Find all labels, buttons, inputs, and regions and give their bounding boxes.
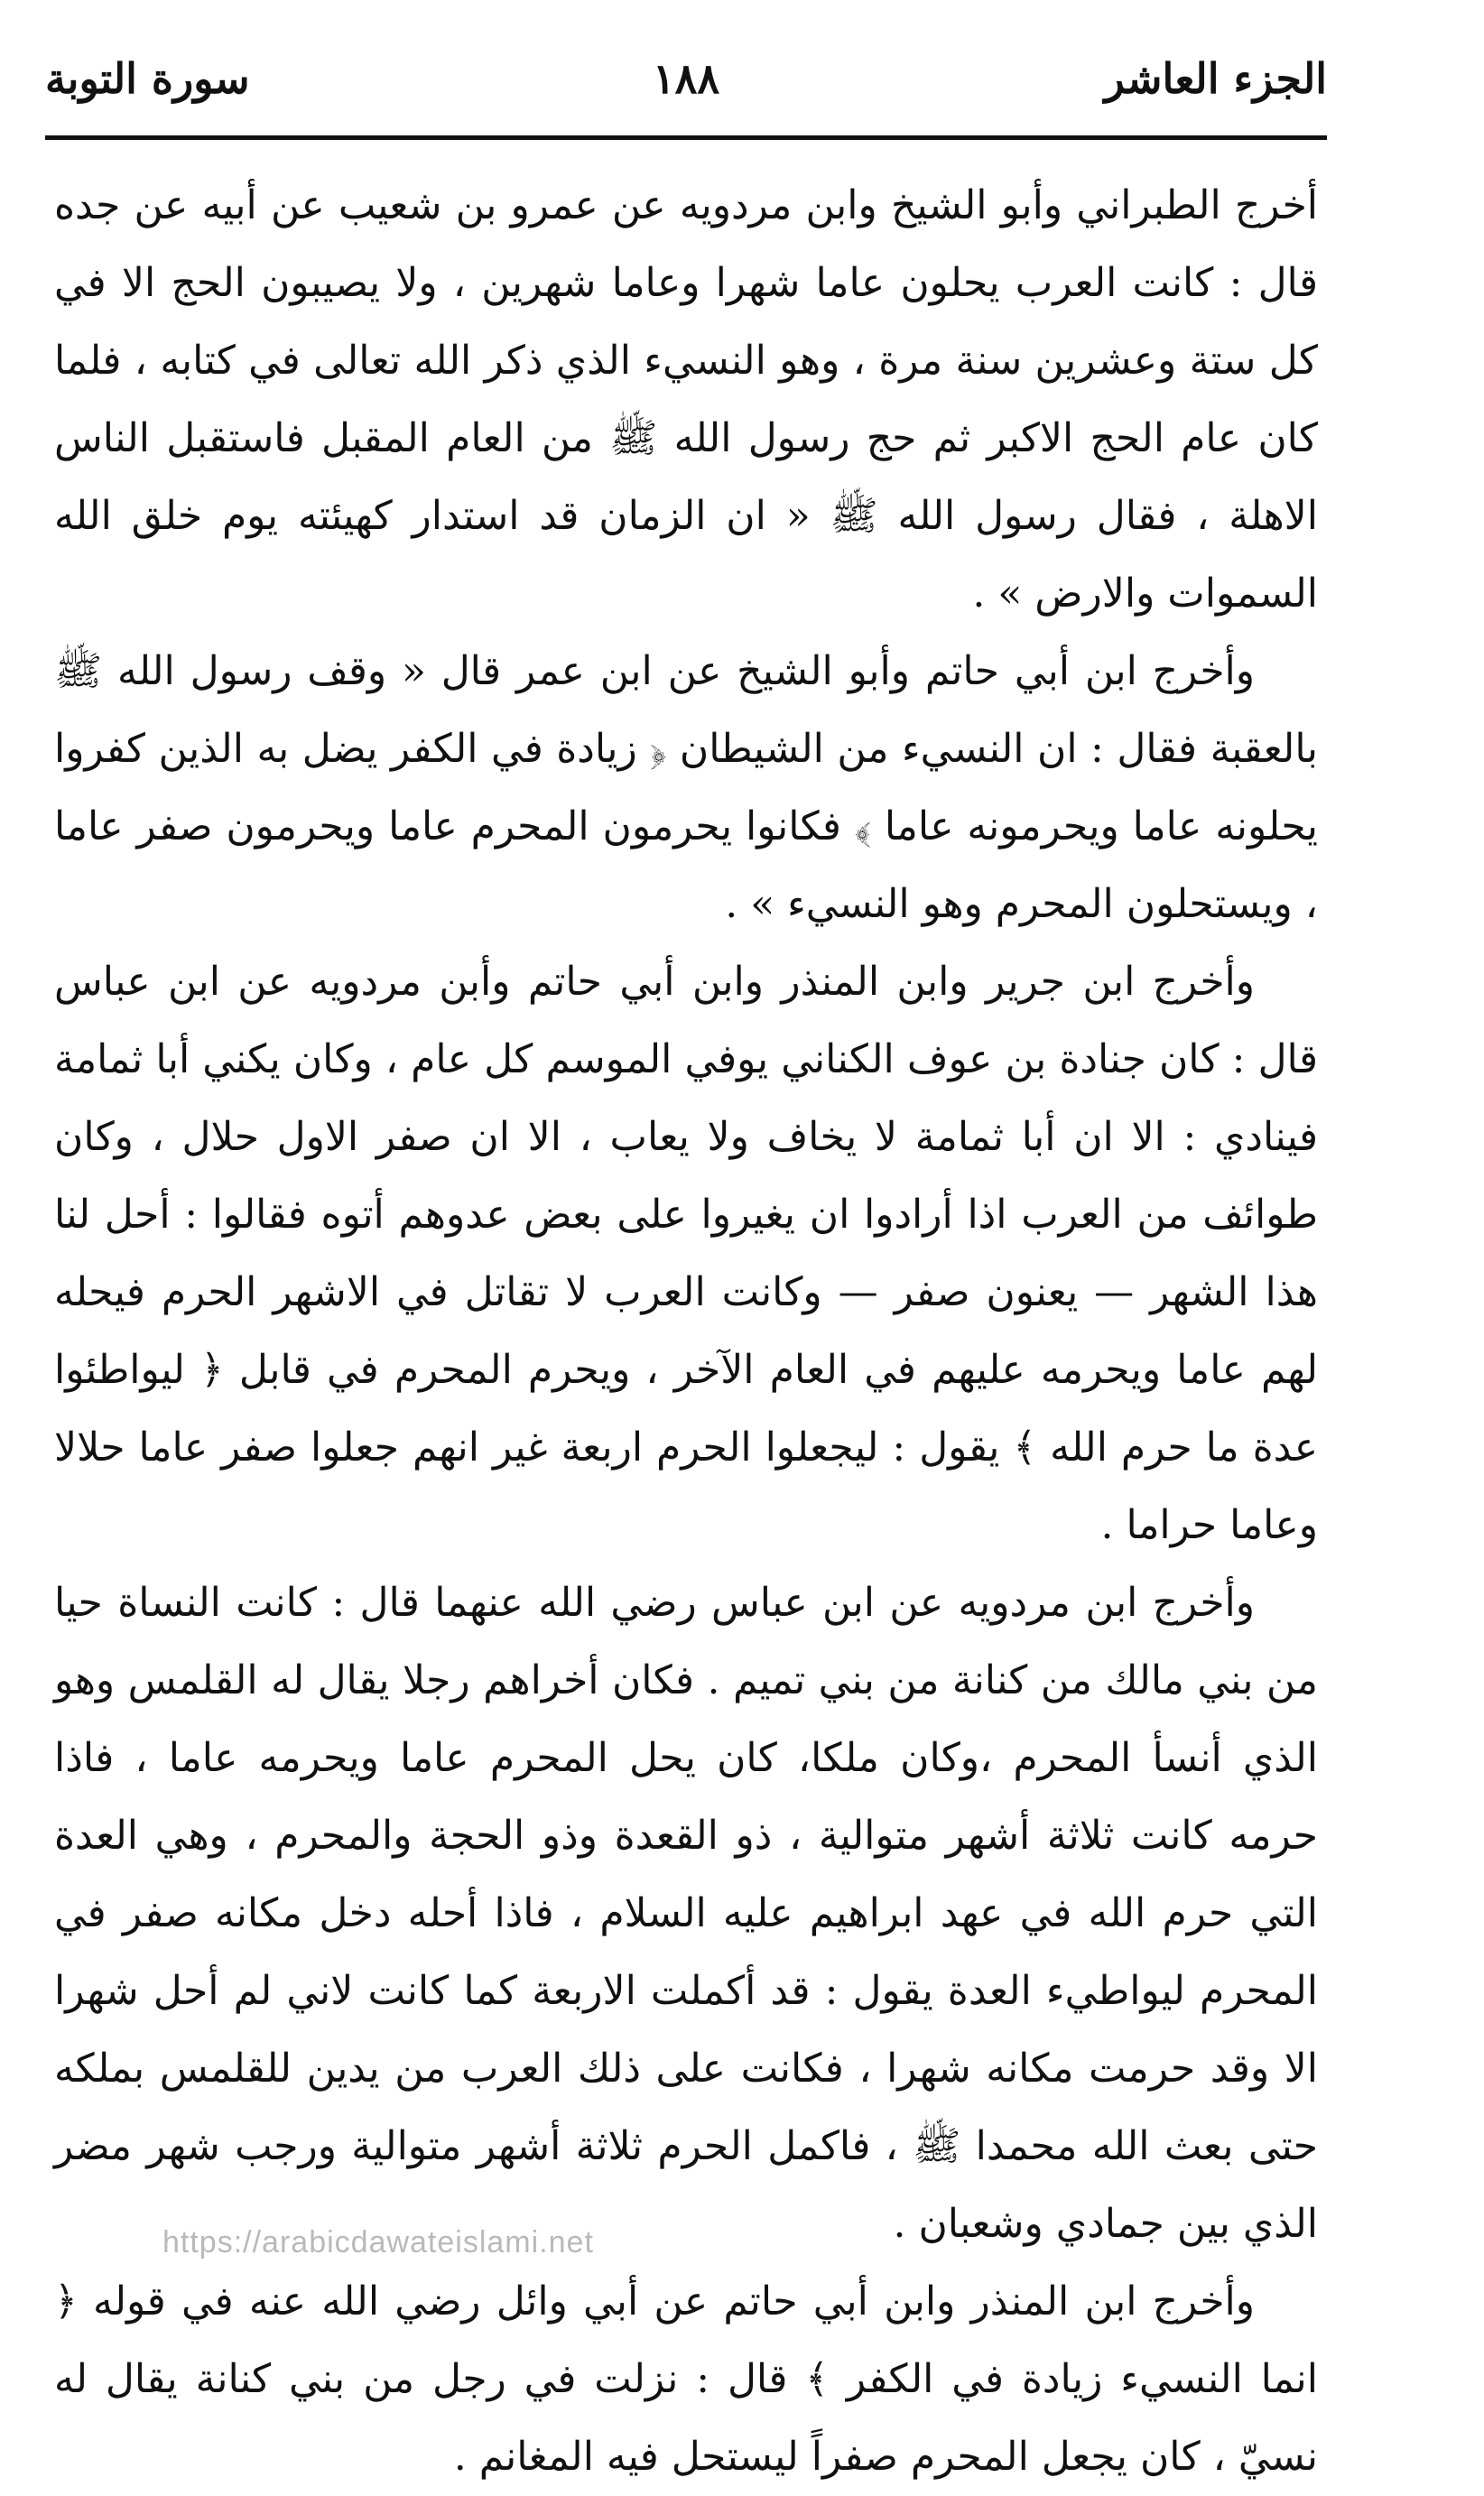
- paragraph-4: وأخرج ابن مردويه عن ابن عباس رضي الله عنهما قال : كانت النساة حيا من بني مالك من كنانة من بني تميم . فكان أخراهم رجلا يقال له القلمس وهو الذي أنسأ المحرم ،وكان ملكا، كان يحل المحرم عاما ويحرمه عاما ، فاذا حرمه كانت ثلاثة أشهر متوالية ، ذو القعدة وذو الحجة والمحرم ، وهي العدة التي حرم الله في عهد ابراهيم عليه السلام ، فاذا أحله دخل مكانه صفر في المحرم ليواطيء العدة يقول : قد أكملت الاربعة كما كانت لاني لم أحل شهرا الا وقد حرمت مكانه شهرا ، فكانت على ذلك العرب من يدين للقلمس بملكه حتى بعث الله محمدا ﷺ ، فاكمل الحرم ثلاثة أشهر متوالية ورجب شهر مضر الذي بين جمادي وشعبان .: [54, 1580, 1318, 2247]
- part-title: الجزء العاشر: [1104, 54, 1327, 103]
- page-header: [45, 45, 1327, 126]
- page-body: [54, 167, 1318, 2496]
- header-divider: [45, 135, 1327, 140]
- paragraph-1: أخرج الطبراني وأبو الشيخ وابن مردويه عن عمرو بن شعيب عن أبيه عن جده قال : كانت العرب يحلون عاما شهرا وعاما شهرين ، ولا يصيبون الحج الا في كل ستة وعشرين سنة مرة ، وهو النسيء الذي ذكر الله تعالى في كتابه ، فلما كان عام الحج الاكبر ثم حج رسول الله ﷺ من العام المقبل فاستقبل الناس الاهلة ، فقال رسول الله ﷺ « ان الزمان قد استدار كهيئته يوم خلق الله السموات والارض » .: [54, 182, 1318, 617]
- paragraph-5: وأخرج ابن المنذر وابن أبي حاتم عن أبي وائل رضي الله عنه في قوله ﴿ انما النسيء زيادة في الكفر ﴾ قال : نزلت في رجل من بني كنانة يقال له نسيّ ، كان يجعل المحرم صفراً ليستحل فيه المغانم .: [54, 2278, 1318, 2480]
- watermark-url: https://arabicdawateislami.net: [162, 2225, 594, 2259]
- paragraph-3: وأخرج ابن جرير وابن المنذر وابن أبي حاتم وأبن مردويه عن ابن عباس قال : كان جنادة بن عوف الكناني يوفي الموسم كل عام ، وكان يكني أبا ثمامة فينادي : الا ان أبا ثمامة لا يخاف ولا يعاب ، الا ان صفر الاول حلال ، وكان طوائف من العرب اذا أرادوا ان يغيروا على بعض عدوهم أتوه فقالوا : أحل لنا هذا الشهر — يعنون صفر — وكانت العرب لا تقاتل في الاشهر الحرم فيحله لهم عاما ويحرمه عليهم في العام الآخر ، ويحرم المحرم في قابل ﴿ ليواطئوا عدة ما حرم الله ﴾ يقول : ليجعلوا الحرم اربعة غير انهم جعلوا صفر عاما حلالا وعاما حراما .: [54, 959, 1318, 1548]
- surah-title: سورة التوبة: [45, 54, 250, 103]
- paragraph-2: وأخرج ابن أبي حاتم وأبو الشيخ عن ابن عمر قال « وقف رسول الله ﷺ بالعقبة فقال : ان النسيء من الشيطان ﴿ زيادة في الكفر يضل به الذين كفروا يحلونه عاما ويحرمونه عاما ﴾ فكانوا يحرمون المحرم عاما ويحرمون صفر عاما ، ويستحلون المحرم وهو النسيء » .: [54, 648, 1318, 927]
- page-number: ١٨٨: [652, 54, 720, 103]
